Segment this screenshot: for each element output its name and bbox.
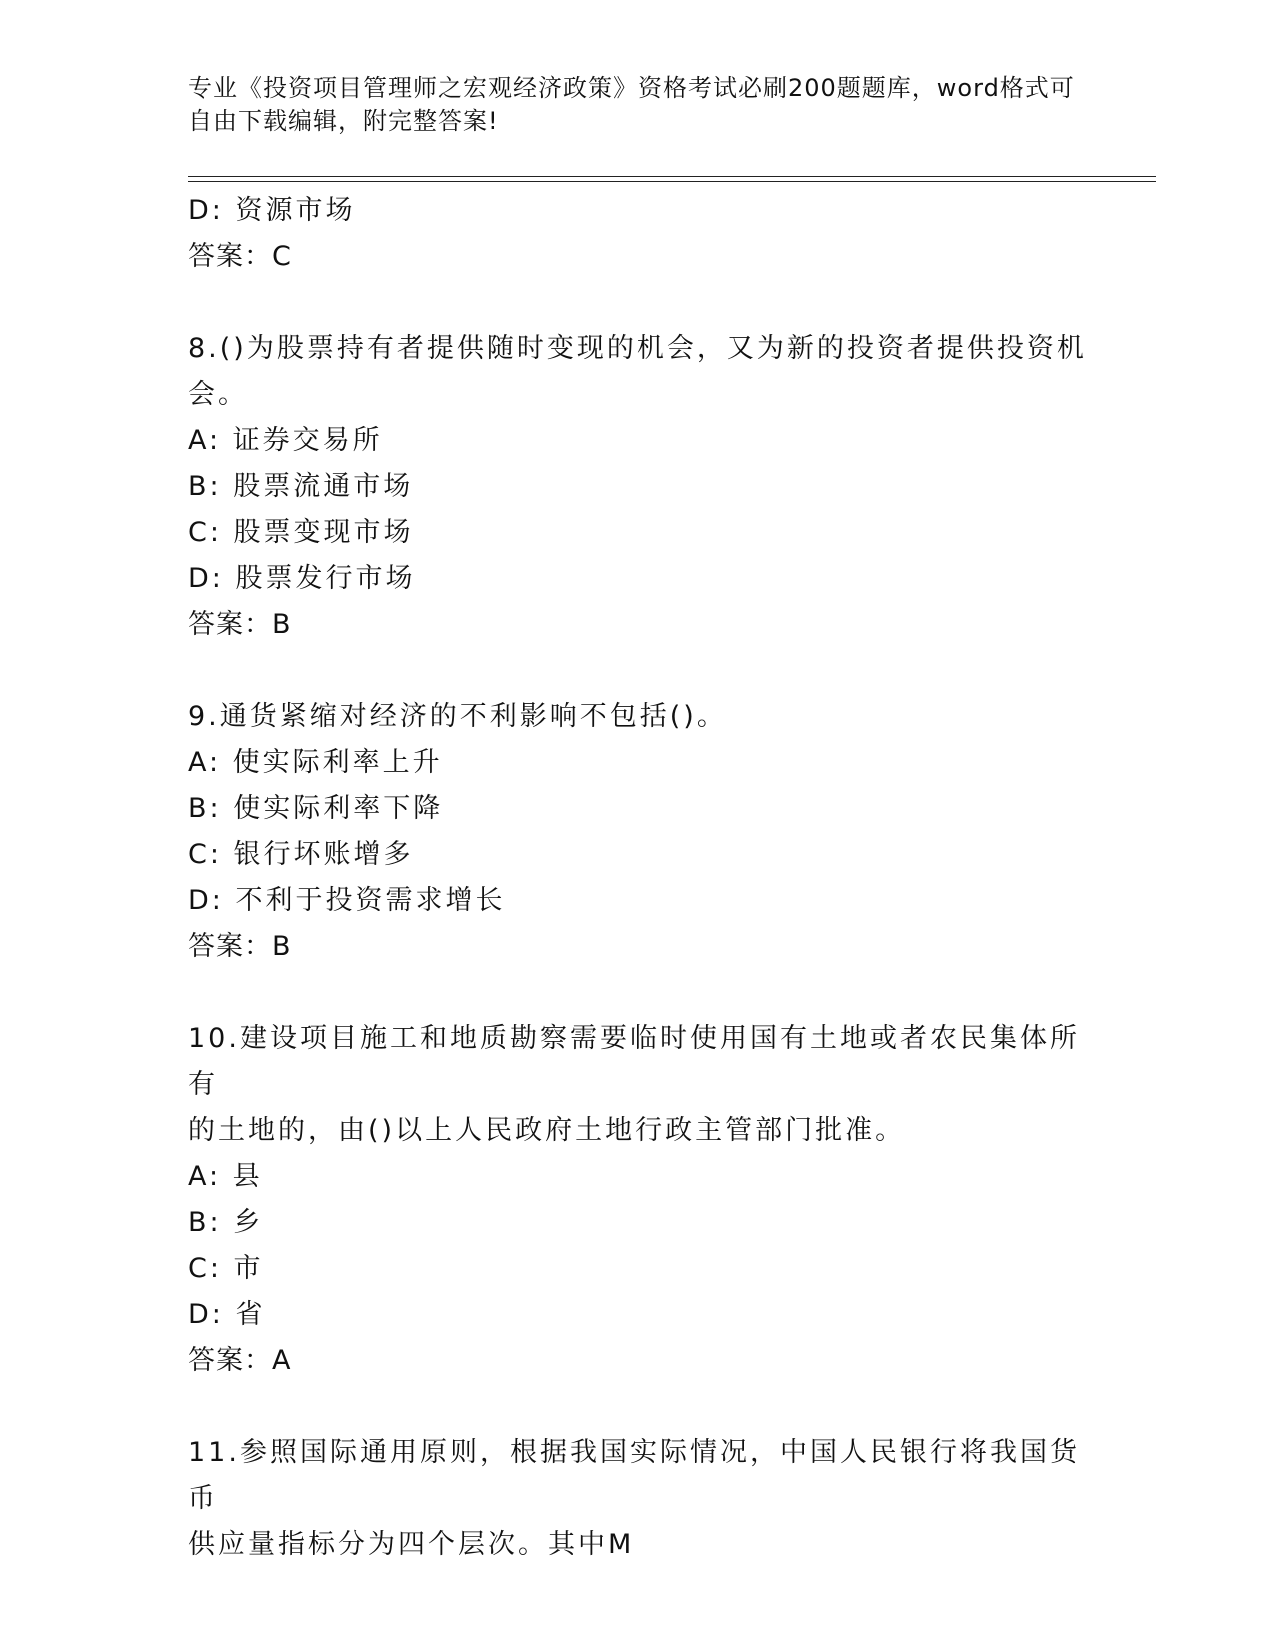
document-header <box>188 72 1088 138</box>
answer-line: 答案：A <box>188 1345 292 1376</box>
option-b: B: 乡 <box>188 1207 264 1238</box>
question-stem: 9.通货紧缩对经济的不利影响不包括()。 <box>188 701 727 732</box>
option-c: C: 股票变现市场 <box>188 517 414 548</box>
question-stem-continued: 供应量指标分为四个层次。其中M <box>188 1529 635 1560</box>
option-d: D: 资源市场 <box>188 195 356 226</box>
question-9 <box>188 694 1088 970</box>
question-stem: 8.()为股票持有者提供随时变现的机会，又为新的投资者提供投资机 <box>188 333 1087 364</box>
option-a: A: 证券交易所 <box>188 425 383 456</box>
question-10 <box>188 1016 1088 1384</box>
option-b: B: 使实际利率下降 <box>188 793 444 824</box>
option-a: A: 使实际利率上升 <box>188 747 443 778</box>
option-d: D: 不利于投资需求增长 <box>188 885 506 916</box>
header-line-1: 专业《投资项目管理师之宏观经济政策》资格考试必刷200题题库，word格式可 <box>188 74 1075 102</box>
option-a: A: 县 <box>188 1161 263 1192</box>
header-line-2: 自由下载编辑，附完整答案! <box>188 107 499 135</box>
question-stem-continued: 的土地的，由()以上人民政府土地行政主管部门批准。 <box>188 1115 906 1146</box>
question-stem: 10.建设项目施工和地质勘察需要临时使用国有土地或者农民集体所有 <box>188 1023 1080 1100</box>
header-divider-bottom <box>188 181 1156 182</box>
question-11 <box>188 1430 1088 1568</box>
answer-line: 答案：B <box>188 609 292 640</box>
answer-line: 答案：B <box>188 931 292 962</box>
answer-line: 答案：C <box>188 241 292 272</box>
question-stem-continued: 会。 <box>188 379 248 410</box>
header-divider-top <box>188 176 1156 177</box>
question-list <box>188 188 1088 1568</box>
question-8 <box>188 326 1088 648</box>
previous-question-tail <box>188 188 1088 280</box>
option-d: D: 股票发行市场 <box>188 563 416 594</box>
option-c: C: 银行坏账增多 <box>188 839 414 870</box>
question-stem: 11.参照国际通用原则，根据我国实际情况，中国人民银行将我国货币 <box>188 1437 1080 1514</box>
option-b: B: 股票流通市场 <box>188 471 414 502</box>
option-d: D: 省 <box>188 1299 266 1330</box>
option-c: C: 市 <box>188 1253 264 1284</box>
